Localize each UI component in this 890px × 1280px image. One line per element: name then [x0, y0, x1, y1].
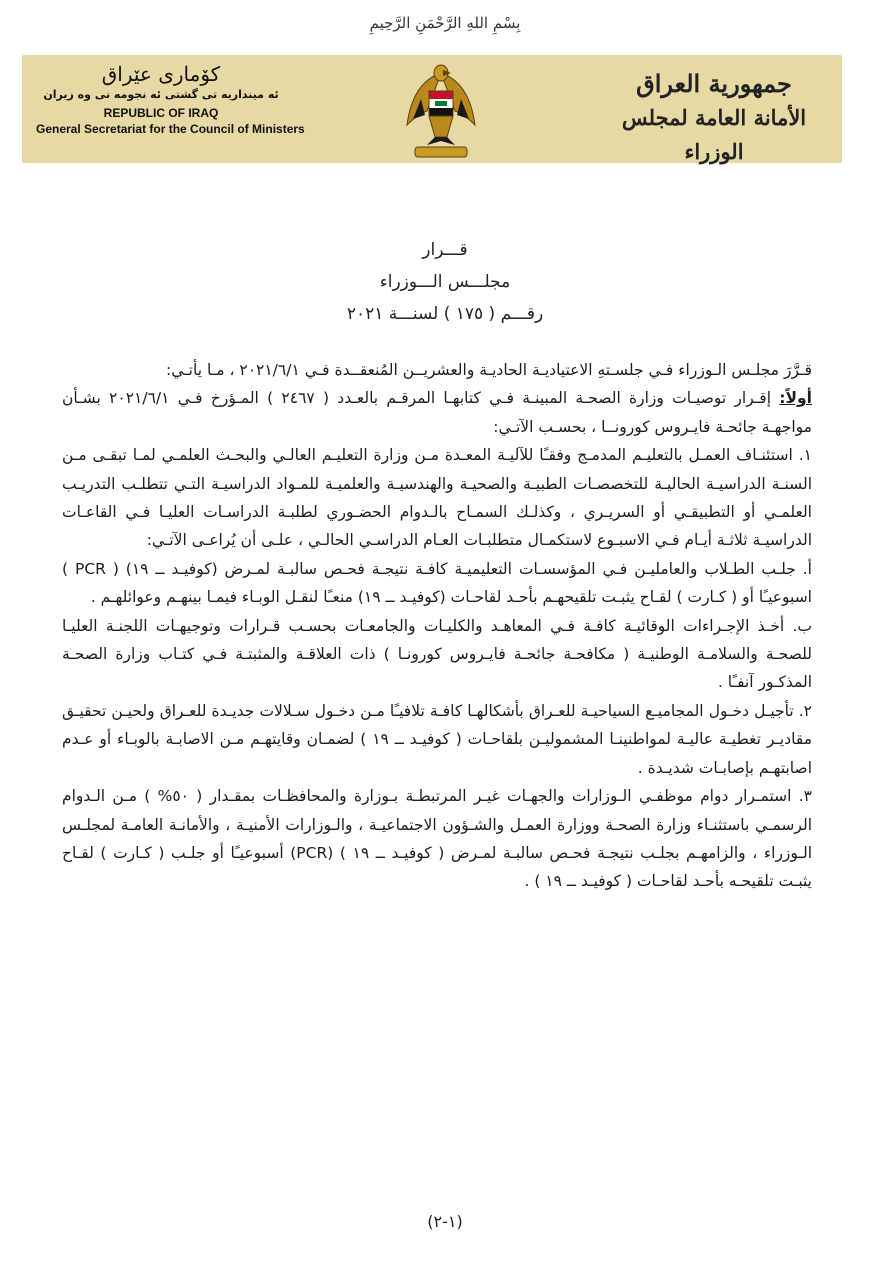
- item-1: ١. استئنـاف العمـل بالتعليـم المدمـج وفقـًا للآليـة المعـدة مـن وزارة التعليـم العالـي والبحـث العلمـي لمـا تبقـى مـن السنـة الدراسيـة الحاليـة للتخصصـات الطبيـة والصحيـة والهندسيـة والعلميـة للمـواد الدراسيـة التـي تتطلـب التدريـب العلمـي أو التطبيقـي أو السريـري ، وكذلـك السمـاح بالـدوام الحضـوري لطلبـة الدراسـات العليـا فـي القاعـات الدراسيـة ثلاثـة أيـام فـي الاسبـوع لاستكمـال متطلبـات العـام الدراسـي الحالـي ، علـى أن يُراعـى الآتـي:: [62, 446, 812, 550]
- kurdish-country-name: کۆماری عێراق: [101, 62, 221, 86]
- english-secretariat-name: General Secretariat for the Council of Ministers: [36, 122, 305, 136]
- item-3: ٣. استمـرار دوام موظفـي الـوزارات والجهـات غيـر المرتبطـة بـوزارة والمحافظـات بمقـدار ( ٥٠% ) مـن الـدوام الرسمـي باستثنـاء وزارة الصحـة ووزارة العمـل والشـؤون الاجتماعيـة ، والـوزارات الأمنيـة ، والأمانـة العامـة لمجلـس الـوزراء ، والزامهـم بجلـب نتيجـة فحـص سالبـة لمـرض ( كوفيـد ــ ١٩ ) (PCR) أسبوعيـًا أو جلـب ( كـارت ) لقـاح يثبـت تلقيحـه بأحـد لقاحـات ( كوفيـد ــ ١٩ ) .: [62, 787, 812, 891]
- page-number: (١-٢): [427, 1212, 463, 1231]
- decision-number: رقـــم ( ١٧٥ ) لسنـــة ٢٠٢١: [346, 304, 544, 324]
- letterhead-banner: [22, 55, 842, 163]
- section-first-text: إقـرار توصيـات وزارة الصحـة المبينـة فـي كتابهـا المرقـم بالعـدد ( ٢٤٦٧ ) المـؤرخ فـي ٢٠٢١/٦/١ بشـأن مواجهـة جائحـة فايـروس كورونــا ، بحسـب الآتـي:: [62, 389, 812, 436]
- issuer-title: مجلـــس الـــوزراء: [379, 272, 511, 292]
- item-1a: أ. جلـب الطـلاب والعامليـن فـي المؤسسـات التعليميـة كافـة نتيجـة فحـص سالبـة لمـرض (كوفيـد ــ ١٩) ( PCR ) اسبوعيـًا أو ( كـارت ) لقـاح يثبـت تلقيحهـم بأحـد لقاحـات (كوفيـد ــ ١٩) منعـًا لنقـل الوبـاء فيمـا بينهـم وعوائلهـم .: [62, 559, 812, 607]
- letterhead-left-block: [36, 62, 305, 137]
- item-2: ٢. تأجيـل دخـول المجاميـع السياحيـة للعـراق بأشكالهـا كافـة تلافيـًا مـن دخـول سـلالات جديـدة للعـراق ولحيـن تحقيـق مقاديـر تغطيـة عاليـة لمواطنينـا المشموليـن بلقاحـات ( كوفيـد ــ ١٩ ) لضمـان وقايتهـم مـن الاصابـة بالوبـاء أو عـدم اصابتهـم بإصابـات شديـدة .: [62, 701, 812, 777]
- kurdish-secretariat-name: ئه‌ مینداریه‌ تی گشتی ئه‌ نجومه‌ نی وه‌ زیران: [43, 88, 279, 101]
- section-first-label: أولاً:: [779, 389, 812, 408]
- basmala: بِسْمِ اللهِ الرَّحْمَنِ الرَّحِيمِ: [369, 14, 521, 32]
- arabic-country-name: جمهورية العراق: [636, 69, 792, 98]
- letterhead-right-block: [604, 67, 824, 169]
- item-1b: ب. أخـذ الإجـراءات الوقائيـة كافـة فـي المعاهـد والكليـات والجامعـات بحسـب قـرارات وتوجيهـات اللجنـة العليـا للصحـة والسلامـة الوطنيـة ( مكافحـة جائحـة فايـروس كورونـا ) ذات العلاقـة والمثبتـة فـي كتـاب وزارة الصحـة المذكـور آنفـًا .: [62, 616, 812, 692]
- decision-body: [62, 356, 812, 896]
- document-type-title: قـــرار: [422, 240, 468, 260]
- intro-paragraph: قـرَّرَ مجلـس الـوزراء فـي جلسـتهِ الاعتياديـة الحاديـة والعشريــن المُنعقــدة فـي ٢٠٢١/٦/١ ، مـا يأتـي:: [165, 361, 812, 379]
- section-first: [62, 384, 812, 441]
- english-country-name: REPUBLIC OF IRAQ: [103, 106, 219, 120]
- iraq-eagle-emblem: [385, 55, 497, 163]
- arabic-secretariat-name: الأمانة العامة لمجلس الوزراء: [621, 105, 807, 164]
